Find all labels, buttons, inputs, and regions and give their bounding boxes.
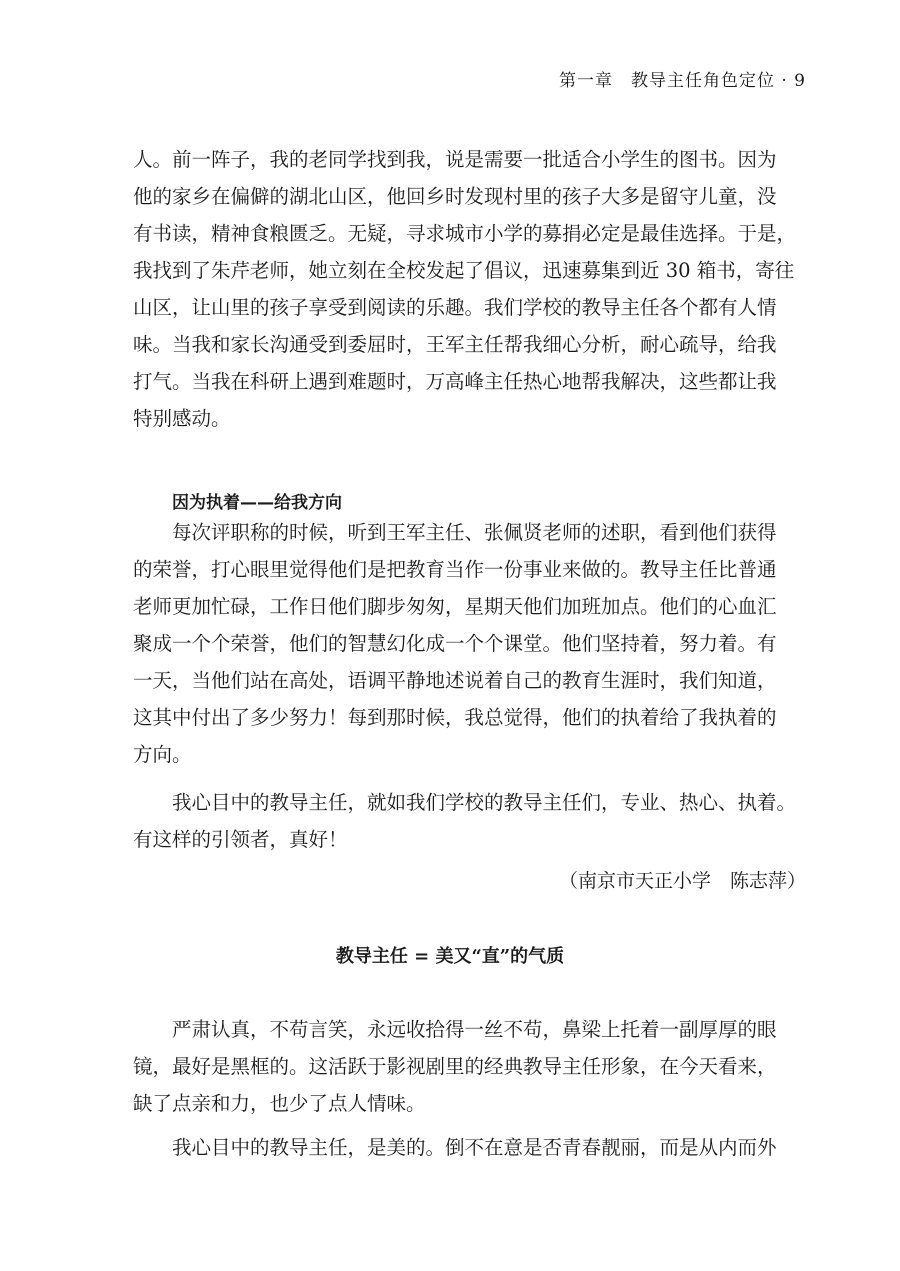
- paragraph-line: 这其中付出了多少努力！每到那时候，我总觉得，他们的执着给了我执着的: [133, 706, 777, 729]
- running-header: 第一章 教导主任角色定位 · 9: [558, 71, 806, 91]
- paragraph-line: 严肃认真，不苟言笑，永远收拾得一丝不苟，鼻梁上托着一副厚厚的眼: [172, 1018, 777, 1041]
- paragraph-line: 他的家乡在偏僻的湖北山区，他回乡时发现村里的孩子大多是留守儿童，没: [133, 185, 777, 208]
- paragraph-line: 味。当我和家长沟通受到委屈时，王军主任帮我细心分析，耐心疏导，给我: [133, 333, 777, 356]
- paragraph-line: 我心目中的教导主任，就如我们学校的教导主任们，专业、热心、执着。: [172, 791, 797, 814]
- paragraph-line: 缺了点亲和力，也少了点人情味。: [133, 1092, 426, 1115]
- paragraph-line: 我找到了朱芹老师，她立刻在全校发起了倡议，迅速募集到近 30 箱书，寄往: [133, 259, 795, 282]
- paragraph-line: 的荣誉，打心眼里觉得他们是把教育当作一份事业来做的。教导主任比普通: [133, 558, 777, 581]
- paragraph-line: 方向。: [133, 743, 192, 766]
- paragraph-line: 有书读，精神食粮匮乏。无疑，寻求城市小学的募捐必定是最佳选择。于是，: [133, 222, 797, 245]
- paragraph-line: 我心目中的教导主任，是美的。倒不在意是否青春靓丽，而是从内而外: [172, 1136, 777, 1159]
- paragraph-line: 特别感动。: [133, 407, 231, 430]
- paragraph-line: 山区，让山里的孩子享受到阅读的乐趣。我们学校的教导主任各个都有人情: [133, 296, 777, 319]
- paragraph-line: 人。前一阵子，我的老同学找到我，说是需要一批适合小学生的图书。因为: [133, 148, 777, 171]
- section-subheading: 因为执着——给我方向: [172, 493, 342, 513]
- paragraph-line: 有这样的引领者，真好！: [133, 828, 348, 851]
- paragraph-line: 每次评职称的时候，听到王军主任、张佩贤老师的述职，看到他们获得: [172, 521, 777, 544]
- paragraph-line: 打气。当我在科研上遇到难题时，万高峰主任热心地帮我解决，这些都让我: [133, 370, 777, 393]
- author-signature: （南京市天正小学 陈志萍）: [558, 870, 806, 892]
- paragraph-line: 镜，最好是黑框的。这活跃于影视剧里的经典教导主任形象，在今天看来，: [133, 1055, 777, 1078]
- section-title: 教导主任 = 美又“直”的气质: [335, 946, 565, 967]
- paragraph-line: 一天，当他们站在高处，语调平静地述说着自己的教育生涯时，我们知道，: [133, 669, 777, 692]
- paragraph-line: 聚成一个个荣誉，他们的智慧幻化成一个个课堂。他们坚持着，努力着。有: [133, 632, 777, 655]
- paragraph-line: 老师更加忙碌，工作日他们脚步匆匆，星期天他们加班加点。他们的心血汇: [133, 595, 777, 618]
